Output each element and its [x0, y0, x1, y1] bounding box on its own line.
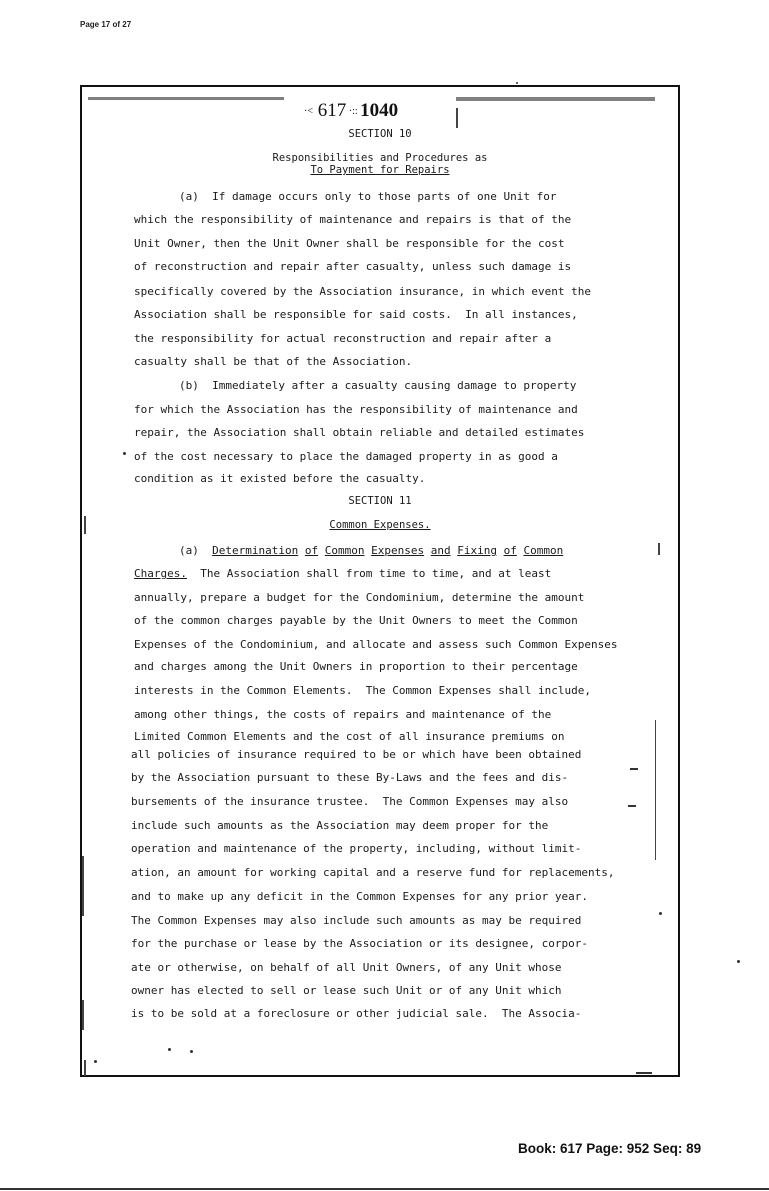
scan-mark [82, 856, 84, 916]
sub-word-expenses: Expenses [371, 544, 425, 557]
stamp-book-number: 617 [317, 100, 347, 121]
scan-mark [456, 108, 458, 128]
sub-word-common: Common [324, 544, 365, 557]
para-a-line-1: (a) If damage occurs only to those parts of one Unit for [179, 190, 557, 203]
section-11-charges-line [134, 567, 551, 580]
para-c-line-11: include such amounts as the Association may deem proper for the [131, 819, 549, 832]
para-a-line-4: of reconstruction and repair after casualty, unless such damage is [134, 260, 572, 273]
para-c-line-7: Limited Common Elements and the cost of all insurance premiums on [134, 730, 565, 743]
bottom-rule [0, 1188, 769, 1190]
para-c-line-2: of the common charges payable by the Unit Owners to meet the Common [134, 614, 578, 627]
scan-speck [659, 912, 662, 915]
para-c-line-3: Expenses of the Condominium, and allocate and assess such Common Expenses [134, 638, 618, 651]
para-b-line-2: for which the Association has the responsibility of maintenance and [134, 403, 578, 416]
para-c-line-8: all policies of insurance required to be or which have been obtained [131, 748, 582, 761]
scan-mark [84, 1060, 86, 1076]
para-b-line-3: repair, the Association shall obtain reliable and detailed estimates [134, 426, 585, 439]
scan-speck [123, 452, 126, 455]
book-page-reference: Book: 617 Page: 952 Seq: 89 [518, 1141, 702, 1156]
section-10-title-line2-wrap [80, 164, 680, 176]
para-c-line-4: and charges among the Unit Owners in proportion to their percentage [134, 660, 578, 673]
para-c-line-5: interests in the Common Elements. The Common Expenses shall include, [134, 684, 591, 697]
para-a-line-5: specifically covered by the Association insurance, in which event the [134, 285, 591, 298]
para-b-line-4: of the cost necessary to place the damaged property in as good a [134, 450, 558, 463]
para-c-line-13: ation, an amount for working capital and a reserve fund for replacements, [131, 866, 615, 879]
para-c-line-17: ate or otherwise, on behalf of all Unit Owners, of any Unit whose [131, 961, 562, 974]
scan-mark [628, 805, 636, 807]
scan-speck [168, 1048, 171, 1051]
scan-mark [84, 516, 86, 534]
para-a-line-3: Unit Owner, then the Unit Owner shall be responsible for the cost [134, 237, 565, 250]
para-c-line-18: owner has elected to sell or lease such Unit or of any Unit which [131, 984, 562, 997]
para-c-line-14: and to make up any deficit in the Common Expenses for any prior year. [131, 890, 588, 903]
sub-prefix: (a) [179, 544, 213, 557]
scan-speck [94, 1060, 97, 1063]
scan-speck [190, 1050, 193, 1053]
para-c-line-6: among other things, the costs of repairs and maintenance of the [134, 708, 552, 721]
para-a-line-8: casualty shall be that of the Association. [134, 355, 413, 368]
scan-mark [630, 768, 638, 770]
para-c-line-1: annually, prepare a budget for the Condominium, determine the amount [134, 591, 585, 604]
para-c-line-19: is to be sold at a foreclosure or other judicial sale. The Associa- [131, 1007, 582, 1020]
scan-speck [516, 82, 518, 84]
sub-word-common-2: Common [523, 544, 564, 557]
section-11-sub-line [179, 544, 563, 557]
section-10-heading: SECTION 10 [348, 128, 412, 140]
scan-speck [737, 960, 740, 963]
charges-word: Charges. [134, 567, 187, 580]
para-b-line-1: (b) Immediately after a casualty causing damage to property [179, 379, 577, 392]
section-11-title-wrap [80, 519, 680, 531]
scan-mark [82, 1000, 84, 1030]
scan-mark [636, 1072, 652, 1074]
stamp-page-number: 1040 [360, 100, 399, 121]
section-10-title-line1: Responsibilities and Procedures as [272, 152, 488, 164]
para-a-line-6: Association shall be responsible for said costs. In all instances, [134, 308, 578, 321]
para-c-line-9: by the Association pursuant to these By-Laws and the fees and dis- [131, 771, 569, 784]
sub-word-of-2: of [503, 544, 517, 557]
para-c-line-15: The Common Expenses may also include such amounts as may be required [131, 914, 582, 927]
sub-word-of: of [304, 544, 319, 557]
page-label: Page 17 of 27 [80, 20, 132, 29]
para-b-line-5: condition as it existed before the casualty. [134, 472, 426, 485]
para-c-line-16: for the purchase or lease by the Association or its designee, corpor- [131, 937, 588, 950]
scan-mark [658, 543, 660, 555]
section-10-title-line2: To Payment for Repairs [310, 164, 450, 176]
para-c-line-10: bursements of the insurance trustee. The Common Expenses may also [131, 795, 569, 808]
para-a-line-7: the responsibility for actual reconstruction and repair after a [134, 332, 552, 345]
scan-artifact-bar-left [88, 97, 284, 100]
sub-word-fixing: Fixing [457, 544, 497, 557]
section-11-heading: SECTION 11 [348, 495, 412, 507]
document-frame [80, 85, 680, 1077]
scan-mark [655, 720, 656, 860]
para-c-line-12: operation and maintenance of the property, including, without limit- [131, 842, 582, 855]
sub-word-and: and [430, 544, 451, 557]
charges-rest: The Association shall from time to time, and at least [186, 567, 552, 580]
section-11-title: Common Expenses. [329, 519, 431, 531]
scan-artifact-bar-right [456, 97, 655, 101]
sub-word-determination: Determination [212, 544, 299, 557]
para-a-line-2: which the responsibility of maintenance and repairs is that of the [134, 213, 572, 226]
book-page-stamp: ·< 617 ·:: 1040 [304, 100, 399, 121]
